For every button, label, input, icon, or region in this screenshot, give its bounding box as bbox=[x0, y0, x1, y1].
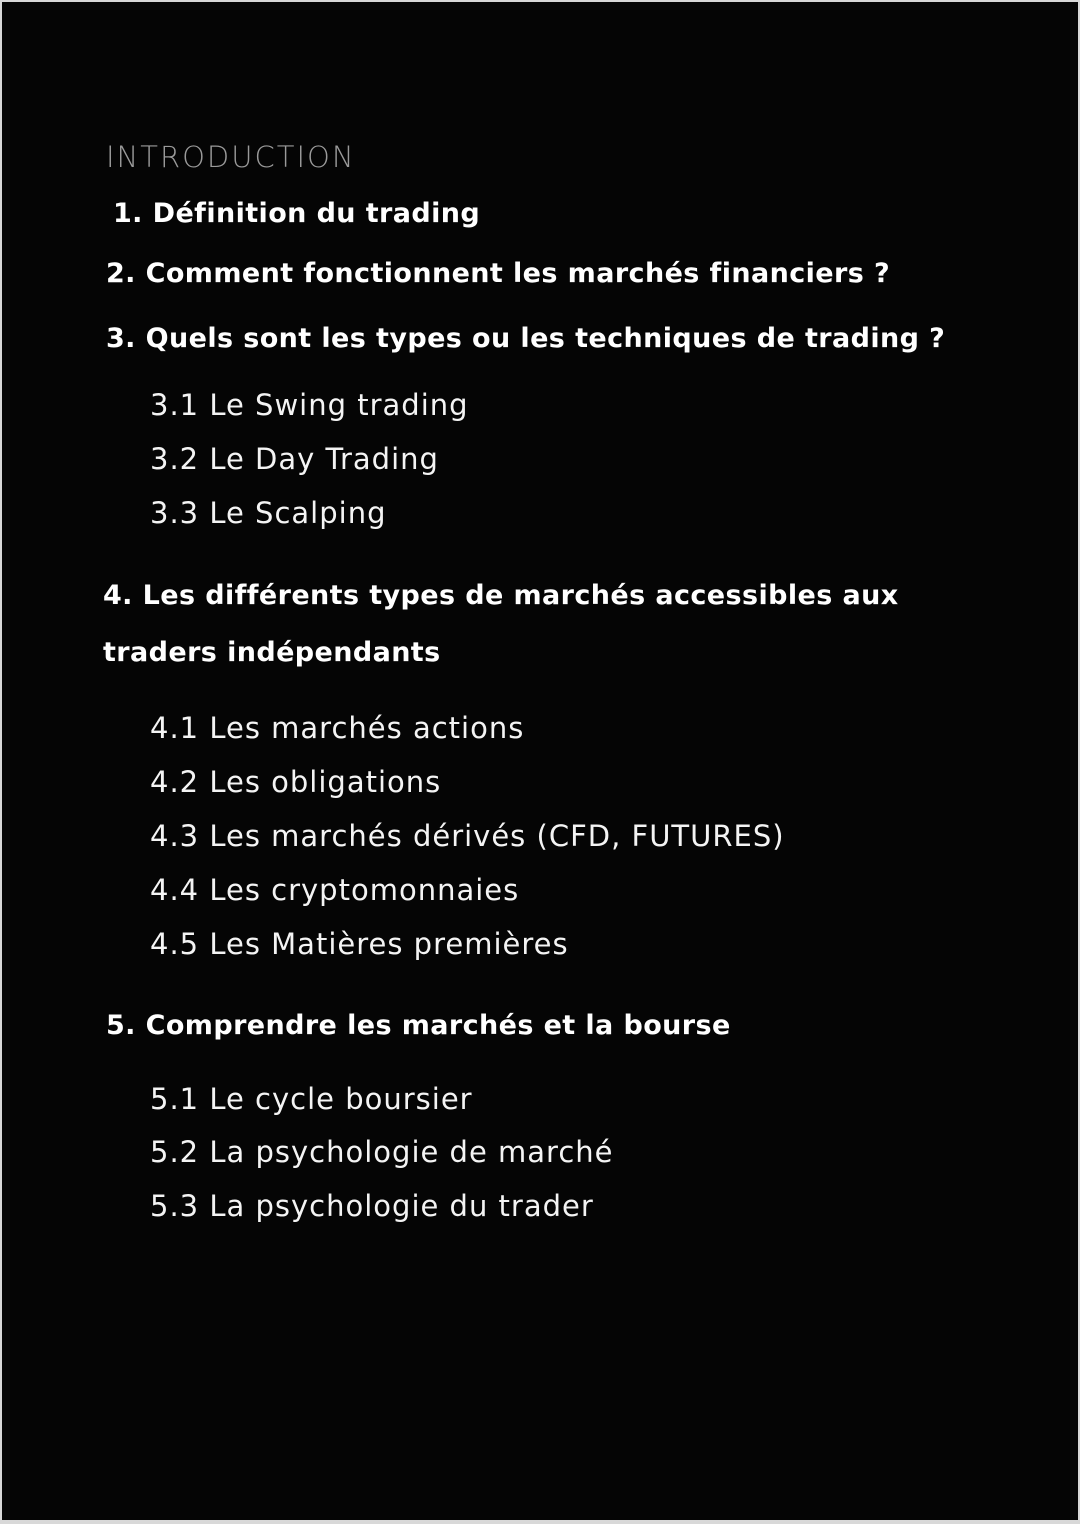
table-of-contents-page bbox=[2, 2, 1078, 1520]
section-3-heading: 3. Quels sont les types ou les techniques de trading ? bbox=[106, 323, 946, 354]
section-5-item: 5.2 La psychologie de marché bbox=[150, 1135, 614, 1169]
section-5-heading: 5. Comprendre les marchés et la bourse bbox=[106, 1010, 731, 1041]
section-4-item: 4.1 Les marchés actions bbox=[150, 711, 525, 745]
section-5-item: 5.3 La psychologie du trader bbox=[150, 1189, 594, 1223]
section-2-heading: 2. Comment fonctionnent les marchés financiers ? bbox=[106, 258, 891, 289]
section-4-item: 4.5 Les Matières premières bbox=[150, 927, 569, 961]
section-5-item: 5.1 Le cycle boursier bbox=[150, 1082, 473, 1116]
section-3-item: 3.1 Le Swing trading bbox=[150, 388, 469, 422]
section-4-heading: 4. Les différents types de marchés accessibles aux bbox=[103, 580, 899, 611]
section-4-item: 4.2 Les obligations bbox=[150, 765, 442, 799]
intro-label: INTRODUCTION bbox=[106, 140, 356, 174]
section-4-item: 4.4 Les cryptomonnaies bbox=[150, 873, 520, 907]
section-1-heading: 1. Définition du trading bbox=[113, 198, 481, 229]
section-4-item: 4.3 Les marchés dérivés (CFD, FUTURES) bbox=[150, 819, 785, 853]
section-3-item: 3.3 Le Scalping bbox=[150, 496, 387, 530]
section-4-heading-continued: traders indépendants bbox=[103, 637, 441, 668]
section-3-item: 3.2 Le Day Trading bbox=[150, 442, 439, 476]
